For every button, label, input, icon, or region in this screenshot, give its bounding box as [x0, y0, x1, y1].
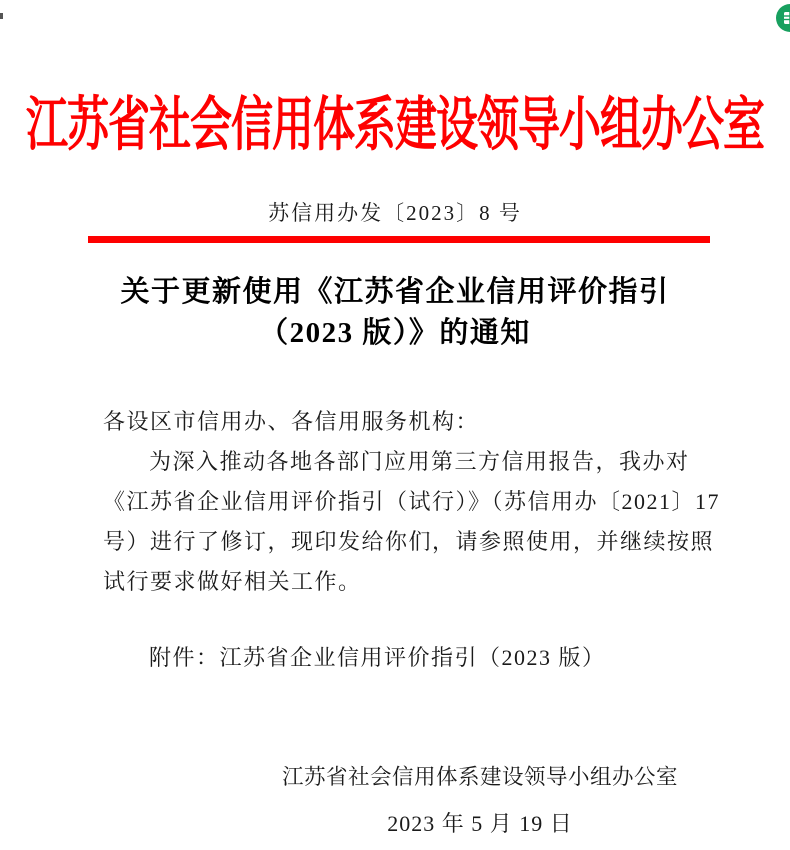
red-divider-line: [88, 236, 710, 243]
paragraph-line: 《江苏省企业信用评价指引（试行）》（苏信用办〔2021〕17: [103, 489, 721, 514]
notice-title-line-2: （2023 版）》的通知: [259, 317, 531, 349]
notice-title-line-1: 关于更新使用《江苏省企业信用评价指引: [120, 276, 670, 308]
scan-artifact: [0, 13, 3, 19]
attachment-line: 附件：江苏省企业信用评价指引（2023 版）: [149, 645, 606, 670]
paragraph-line: 试行要求做好相关工作。: [103, 569, 362, 594]
signature-date: 2023 年 5 月 19 日: [387, 811, 573, 836]
doc-number: 苏信用办发〔2023〕8 号: [268, 201, 522, 225]
table-glyph: [782, 10, 790, 26]
paragraph-line: 为深入推动各地各部门应用第三方信用报告，我办对: [149, 449, 690, 474]
agency-masthead: 江苏省社会信用体系建设领导小组办公室: [25, 94, 764, 159]
paragraph-line: 号）进行了修订，现印发给你们，请参照使用，并继续按照: [103, 529, 715, 554]
salutation: 各设区市信用办、各信用服务机构：: [103, 409, 480, 434]
notice-body: [103, 402, 721, 678]
signature-agency: 江苏省社会信用体系建设领导小组办公室: [281, 765, 678, 789]
spreadsheet-table-icon[interactable]: [776, 4, 790, 32]
notice-title: [0, 272, 790, 354]
signature-block: [282, 760, 678, 838]
